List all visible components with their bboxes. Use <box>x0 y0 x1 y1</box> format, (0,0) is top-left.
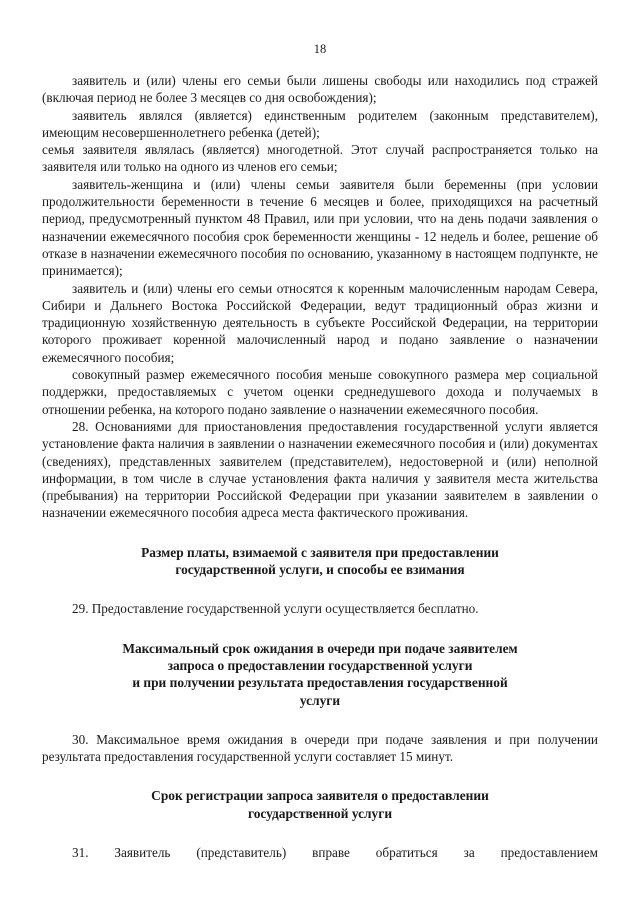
heading-registration <box>42 787 598 822</box>
heading-waiting-line-3: и при получении результата предоставления государственной <box>132 675 508 691</box>
paragraph-indigenous-peoples: заявитель и (или) члены его семьи относятся к коренным малочисленным народам Севера, Сибири и Дальнего Востока Российской Федерации, ведут традиционный образ жизни и традиционную хозяйственную деятельность в субъекте Российской Федерации, на территории которого проживает коренной малочисленный народ и подано заявление о назначении ежемесячного пособия; <box>42 280 598 365</box>
page-number: 18 <box>313 42 327 56</box>
heading-waiting-line-1: Максимальный срок ожидания в очереди при подаче заявителем <box>122 640 518 656</box>
heading-waiting-time <box>42 640 598 709</box>
paragraph-30: 30. Максимальное время ожидания в очереди при подаче заявления и при получении результата предоставления государственной услуги составляет 15 минут. <box>42 731 598 765</box>
heading-waiting-line-2: запроса о предоставлении государственной услуги <box>167 657 473 673</box>
heading-fee-line-1: Размер платы, взимаемой с заявителя при предоставлении <box>141 544 499 560</box>
heading-fee <box>42 544 598 579</box>
heading-registration-line-2: государственной услуги <box>247 805 393 821</box>
heading-fee-line-2: государственной услуги, и способы ее взимания <box>175 562 465 578</box>
heading-registration-line-1: Срок регистрации запроса заявителя о предоставлении <box>151 788 489 804</box>
paragraph-deprived-of-liberty: заявитель и (или) члены его семьи были лишены свободы или находились под стражей (включая период не более 3 месяцев со дня освобождения); <box>42 73 598 106</box>
document-body <box>42 72 598 861</box>
paragraph-29: 29. Предоставление государственной услуги осуществляется бесплатно. <box>72 601 479 617</box>
paragraph-large-family: семья заявителя являлась (является) многодетной. Этот случай распространяется только на заявителя или только на одного из членов его семьи; <box>42 142 598 175</box>
paragraph-single-parent: заявитель являлся (является) единственным родителем (законным представителем), имеющим несовершеннолетнего ребенка (детей); <box>42 107 598 140</box>
paragraph-total-allowance: совокупный размер ежемесячного пособия меньше совокупного размера мер социальной поддержки, предоставляемых с учетом оценки среднедушевого дохода и получаемых в отношении ребенка, на которого подано заявление о назначении ежемесячного пособия. <box>42 367 598 417</box>
paragraph-pregnancy: заявитель-женщина и (или) члены семьи заявителя были беременны (при условии продолжительности беременности в течение 6 месяцев и более, приходящихся на расчетный период, предусмотренный пунктом 48 Правил, или при условии, что на день подачи заявления о назначении ежемесячного пособия срок беременности женщины - 12 недель и более, решение об отказе в назначении ежемесячного пособия по основанию, указанному в настоящем подпункте, не принимается); <box>42 176 598 279</box>
paragraph-31: 31. Заявитель (представитель) вправе обратиться за предоставлением <box>72 844 598 860</box>
paragraph-28: 28. Основаниями для приостановления предоставления государственной услуги является установление факта наличия в заявлении о назначении ежемесячного пособия и (или) документах (сведениях), представленных заявителем (представителем), недостоверной и (или) неполной информации, в том числе в случае установления факта наличия у заявителя места жительства (пребывания) на территории Российской Федерации при указании заявителем в заявлении о назначении ежемесячного пособия адреса места фактического проживания. <box>42 418 598 521</box>
heading-waiting-line-4: услуги <box>299 692 341 708</box>
